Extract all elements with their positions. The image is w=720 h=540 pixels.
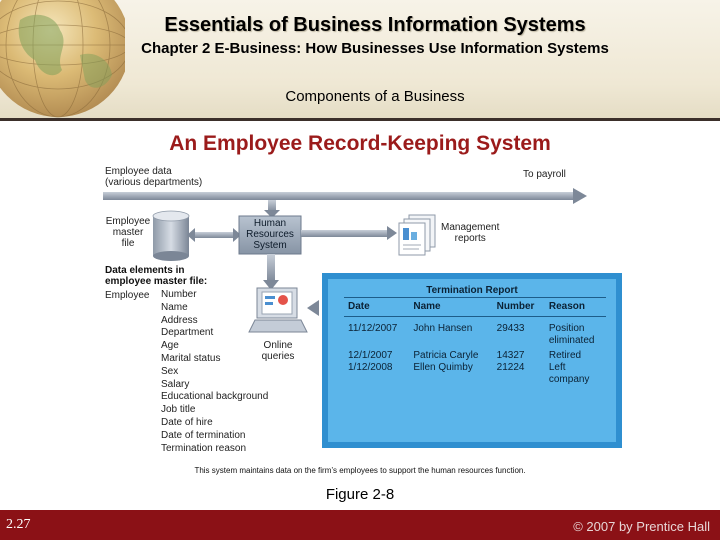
cell-date: 11/12/2007 [348,323,398,334]
report-stack-icon [399,215,435,255]
list-item: Termination reason [161,442,247,454]
master-file-cylinder [153,211,189,261]
list-item: Educational background [161,391,269,403]
list-item: Name [161,301,188,313]
column-header: Name [409,298,492,317]
table-row [344,317,606,348]
hr-system-label: Human Resources System [246,218,294,251]
file-link-arrow [187,228,241,242]
termination-report [322,273,622,448]
cell-date: 1/12/2008 [348,362,393,373]
cell-name: John Hansen [413,323,473,334]
slide-number: 2.27 [6,517,31,532]
section-heading: Components of a Business [285,88,465,105]
list-item: Marital status [161,352,221,364]
table-row [344,362,606,386]
cell-number: 29433 [496,323,525,334]
cell-number: 21224 [496,362,525,373]
list-item: Date of termination [161,429,246,441]
payroll-arrow [103,188,587,204]
list-item: Department [161,327,214,339]
slide-footer [0,510,720,540]
mgmt-reports-label: Management reports [441,222,500,244]
reports-arrow [301,226,397,240]
header-divider [0,118,720,121]
cell-reason: Retired [548,350,582,361]
column-header: Number [493,298,545,317]
input-label: Employee data (various departments) [105,166,203,188]
query-arrow [263,254,279,290]
figure-title: An Employee Record-Keeping System [169,132,551,155]
list-item: Age [161,340,179,352]
list-item: Number [161,289,197,300]
report-panel [328,279,616,442]
cell-date: 12/1/2007 [348,350,393,361]
elements-heading: Data elements in employee master file: [105,265,208,287]
slide-title: Essentials of Business Information Systems [164,14,586,36]
figure-number: Figure 2-8 [325,486,395,503]
figure-caption: This system maintains data on the firm’s employees to support the human resources function. [194,466,526,475]
payroll-label: To payroll [523,169,566,180]
report-arrow [307,300,319,316]
list-item: Salary [161,378,190,390]
list-item: Date of hire [161,416,213,428]
report-title: Termination Report [426,285,518,296]
list-item: Address [161,314,198,326]
elements-prefix: Employee [105,290,150,301]
table-header-row [344,298,606,317]
copyright-notice: © 2007 by Prentice Hall [573,519,710,534]
data-elements-list [161,289,268,455]
column-header: Date [344,298,409,317]
record-keeping-diagram [97,160,625,480]
slide-header [0,0,720,120]
cell-reason: Position eliminated [548,323,595,346]
cell-reason: Left company [548,362,590,385]
online-queries-label: Online queries [261,340,295,362]
list-item: Job title [161,404,196,416]
report-table [344,297,606,386]
input-arrow [264,200,280,218]
cell-name: Ellen Quimby [413,362,473,373]
cell-name: Patricia Caryle [413,350,479,361]
cell-number: 14327 [496,350,525,361]
master-file-label: Employee master file [105,216,151,249]
slide-subtitle: Chapter 2 E-Business: How Businesses Use Information Systems [141,40,609,57]
list-item: Sex [161,365,179,377]
table-row [344,347,606,362]
column-header: Reason [545,298,606,317]
